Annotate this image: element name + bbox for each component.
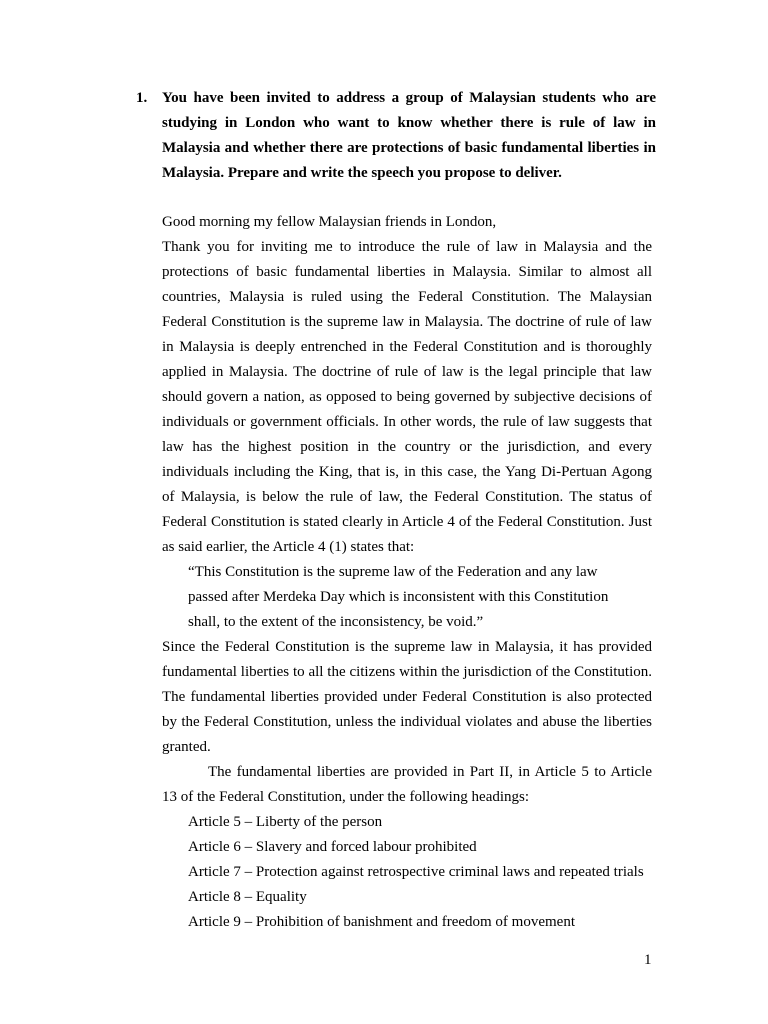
- question-block: [136, 86, 656, 186]
- quote-line: passed after Merdeka Day which is inconsistent with this Constitution: [188, 589, 609, 605]
- speech-paragraph-3: The fundamental liberties are provided in Part II, in Article 5 to Article 13 of the Federal Constitution, under the following headings:: [162, 764, 652, 805]
- quote-line: “This Constitution is the supreme law of the Federation and any law: [188, 564, 598, 580]
- question-text: You have been invited to address a group of Malaysian students who are studying in London who want to know whether there is rule of law in Malaysia and whether there are protections of basic fundamental liberties in Malaysia. Prepare and write the speech you propose to deliver.: [162, 90, 656, 181]
- quote-line: shall, to the extent of the inconsistency, be void.”: [188, 614, 484, 630]
- speech-body: [162, 210, 652, 935]
- page-number: 1: [644, 952, 652, 968]
- article-4-quote: [188, 560, 652, 635]
- article-item: Article 6 – Slavery and forced labour prohibited: [188, 839, 477, 855]
- speech-greeting: Good morning my fellow Malaysian friends in London,: [162, 214, 497, 230]
- speech-paragraph-1: Thank you for inviting me to introduce the rule of law in Malaysia and the protections of basic fundamental liberties in Malaysia. Similar to almost all countries, Malaysia is ruled using the Federal Constitution. The Malaysian Federal Constitution is the supreme law in Malaysia. The doctrine of rule of law in Malaysia is deeply entrenched in the Federal Constitution and is thoroughly applied in Malaysia. The doctrine of rule of law is the legal principle that law should govern a nation, as opposed to being governed by subjective decisions of individuals or government officials. In other words, the rule of law suggests that law has the highest position in the country or the jurisdiction, and every individuals including the King, that is, in this case, the Yang Di-Pertuan Agong of Malaysia, is below the rule of law, the Federal Constitution. The status of Federal Constitution is stated clearly in Article 4 of the Federal Constitution. Just as said earlier, the Article 4 (1) states that:: [162, 239, 652, 555]
- question-number: 1.: [136, 90, 148, 106]
- article-item: Article 7 – Protection against retrospective criminal laws and repeated trials: [188, 864, 644, 880]
- article-item: Article 8 – Equality: [188, 889, 307, 905]
- article-item: Article 5 – Liberty of the person: [188, 814, 383, 830]
- speech-paragraph-2: Since the Federal Constitution is the supreme law in Malaysia, it has provided fundamental liberties to all the citizens within the jurisdiction of the Constitution. The fundamental liberties provided under Federal Constitution is also protected by the Federal Constitution, unless the individual violates and abuse the liberties granted.: [162, 639, 652, 755]
- article-list: [188, 810, 652, 935]
- article-item: Article 9 – Prohibition of banishment and freedom of movement: [188, 914, 575, 930]
